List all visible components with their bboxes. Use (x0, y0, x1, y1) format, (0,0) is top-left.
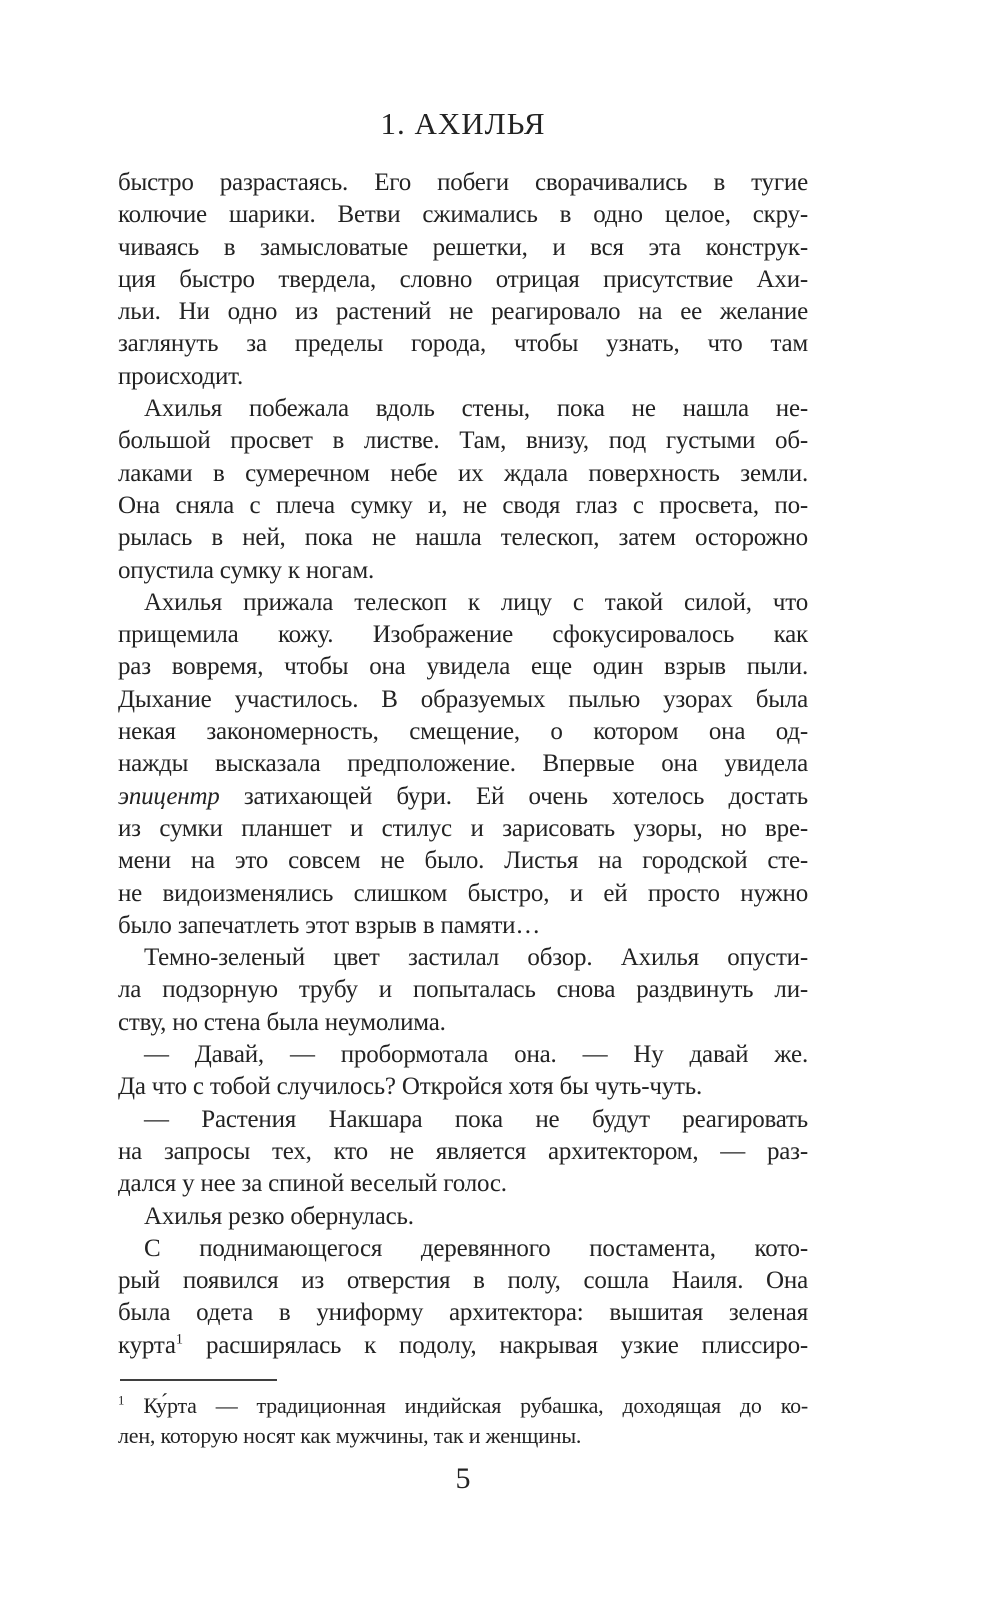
text-line (118, 878, 808, 910)
text-run: не видоизменялись слишком быстро, и ей просто нужно (118, 879, 808, 907)
text-line (118, 1168, 808, 1200)
body-text (118, 167, 808, 1362)
text-run: Дыхание участилось. В образуемых пылью узорах была (118, 685, 808, 713)
text-run: рылась в ней, пока не нашла телескоп, затем осторожно (118, 524, 808, 552)
text-line (118, 942, 808, 974)
text-run: происходит. (118, 362, 244, 390)
text-line (118, 167, 808, 199)
text-line (118, 1201, 808, 1233)
text-line (118, 425, 808, 457)
text-run: Ахилья побежала вдоль стены, пока не нашла не- (144, 395, 808, 423)
text-line (118, 1007, 808, 1039)
text-run: Она сняла с плеча сумку и, не сводя глаз с просвета, по- (118, 491, 808, 519)
text-line (118, 490, 808, 522)
text-run: мени на это совсем не было. Листья на городской сте- (118, 847, 808, 875)
text-line (118, 619, 808, 651)
text-line (118, 748, 808, 780)
text-run: из сумки планшет и стилус и зарисовать узоры, но вре- (118, 814, 808, 842)
text-run: — Растения Накшара пока не будут реагировать (144, 1105, 808, 1133)
text-line (118, 651, 808, 683)
text-line (118, 910, 808, 942)
text-run: на запросы тех, кто не является архитектором, — раз- (118, 1137, 808, 1165)
text-run: нажды высказала предположение. Впервые она увидела (118, 750, 808, 778)
text-line (118, 1039, 808, 1071)
text-line (118, 781, 808, 813)
text-run: дался у нее за спиной веселый голос. (118, 1170, 507, 1198)
footnote (118, 1391, 808, 1451)
text-run: была одета в униформу архитектора: вышитая зеленая (118, 1299, 808, 1327)
text-line (118, 587, 808, 619)
text-line (118, 393, 808, 425)
text-run: рый появился из отверстия в полу, сошла Наиля. Она (118, 1267, 808, 1295)
text-line (118, 328, 808, 360)
text-line (118, 199, 808, 231)
text-run: Ку́рта — традиционная индийская рубашка, доходящая до ко- (124, 1393, 808, 1418)
text-line (118, 813, 808, 845)
text-line (118, 845, 808, 877)
text-run: колючие шарики. Ветви сжимались в одно целое, скру- (118, 201, 808, 229)
text-run: заглянуть за пределы города, чтобы узнать, что там (118, 330, 808, 358)
text-line (118, 1071, 808, 1103)
text-line (118, 522, 808, 554)
text-run: Да что с тобой случилось? Откройся хотя бы чуть-чуть. (118, 1073, 703, 1101)
footnote-marker: 1 (175, 1331, 184, 1348)
text-run: Ахилья резко обернулась. (144, 1202, 414, 1230)
text-line (118, 296, 808, 328)
text-run: большой просвет в листве. Там, внизу, под густыми об- (118, 427, 808, 455)
text-run: С поднимающегося деревянного постамента, кото- (144, 1234, 808, 1262)
text-run: лаками в сумеречном небе их ждала поверхность земли. (118, 459, 808, 487)
text-run: быстро разрастаясь. Его побеги сворачивались в тугие (118, 169, 808, 196)
text-line (118, 716, 808, 748)
text-run: ла подзорную трубу и попыталась снова раздвинуть ли- (118, 976, 808, 1004)
text-line (118, 361, 808, 393)
text-run: льи. Ни одно из растений не реагировало на ее желание (118, 298, 808, 326)
text-line (118, 1391, 808, 1421)
text-run: опустила сумку к ногам. (118, 556, 374, 584)
text-line (118, 1104, 808, 1136)
text-run: затихающей бури. Ей очень хотелось достать (219, 782, 808, 810)
text-line (118, 974, 808, 1006)
text-line (118, 1330, 808, 1362)
text-run: лен, которую носят как мужчины, так и женщины. (118, 1423, 582, 1448)
footnote-divider (120, 1379, 277, 1381)
text-run: Ахилья прижала телескоп к лицу с такой силой, что (144, 588, 808, 616)
text-run: курта (118, 1331, 176, 1359)
text-line (118, 1421, 808, 1451)
text-run: ству, но стена была неумолима. (118, 1008, 446, 1036)
text-run: ция быстро твердела, словно отрицая присутствие Ахи- (118, 265, 808, 293)
footnote-marker: 1 (118, 1393, 125, 1408)
text-run: раз вовремя, чтобы она увидела еще один взрыв пыли. (118, 653, 808, 681)
text-run: чиваясь в замысловатые решетки, и вся эта конструк- (118, 233, 808, 261)
text-line (118, 1297, 808, 1329)
text-run: — Давай, — пробормотала она. — Ну давай же. (144, 1041, 808, 1069)
text-line (118, 555, 808, 587)
italic-text: эпицентр (118, 782, 220, 810)
page-number: 5 (455, 1462, 471, 1495)
text-line (118, 264, 808, 296)
text-line (118, 1136, 808, 1168)
text-run: Темно-зеленый цвет застилал обзор. Ахилья опусти- (144, 944, 808, 972)
text-line (118, 458, 808, 490)
text-run: некая закономерность, смещение, о котором она од- (118, 718, 808, 746)
chapter-title: 1. АХИЛЬЯ (380, 106, 546, 141)
text-run: прищемила кожу. Изображение сфокусировалось как (118, 621, 808, 649)
text-line (118, 1233, 808, 1265)
text-line (118, 1265, 808, 1297)
text-run: было запечатлеть этот взрыв в памяти… (118, 911, 541, 939)
text-line (118, 232, 808, 264)
text-line (118, 684, 808, 716)
text-run: расширялась к подолу, накрывая узкие плиссиро- (183, 1331, 808, 1359)
